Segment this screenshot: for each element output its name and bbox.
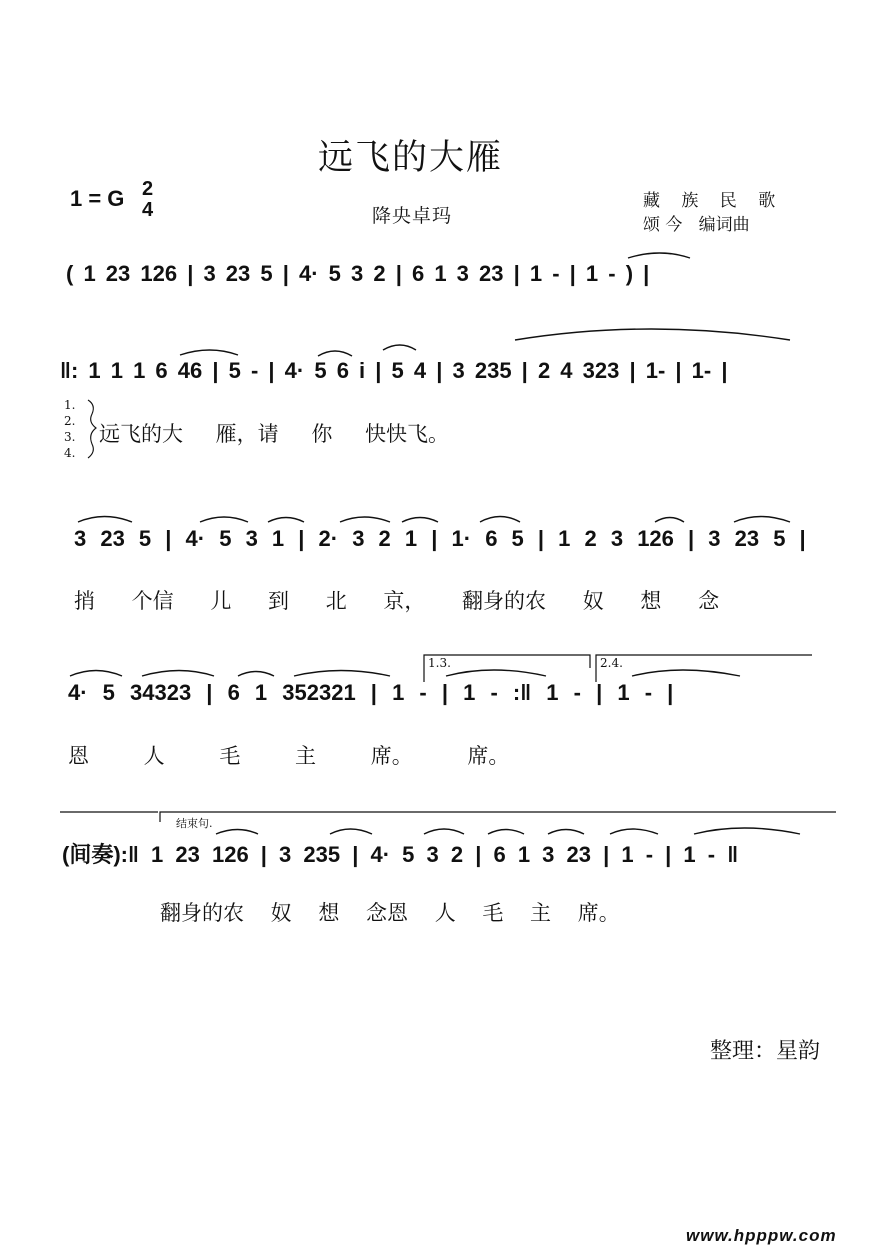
slur xyxy=(610,829,658,834)
slur xyxy=(488,830,524,835)
row-4-notes: 4· 5 34323 | 6 1 352321 | 1 - | 1 - :‖ 1 - | 1 - | xyxy=(68,680,674,705)
ending-bracket xyxy=(160,812,836,822)
arranger-credit: 整理：星韵 xyxy=(710,1038,821,1063)
slur xyxy=(383,345,416,350)
slur xyxy=(70,671,122,677)
slur xyxy=(180,350,238,355)
verse-number-4: 4. xyxy=(64,446,76,460)
slur xyxy=(734,517,790,523)
volta-second-label: 2.4. xyxy=(600,656,623,670)
volta-first-label: 1.3. xyxy=(428,656,451,670)
verse-number-3: 3. xyxy=(64,430,76,444)
slur xyxy=(628,253,690,258)
slur xyxy=(294,671,390,677)
volta-bracket-first xyxy=(424,655,590,682)
slur xyxy=(200,517,248,522)
credit-origin: 藏 族 民 歌 xyxy=(643,191,784,211)
slur xyxy=(238,672,274,677)
slur xyxy=(694,828,800,834)
row-5-notes: (间奏):‖ 1 23 126 | 3 235 | 4· 5 3 2 | 6 1 3 23 | 1 - | 1 - ‖ xyxy=(62,842,739,867)
slur xyxy=(424,829,464,834)
time-signature-top: 2 xyxy=(142,178,154,200)
slur xyxy=(446,670,546,676)
verse-number-2: 2. xyxy=(64,414,76,428)
row-2-notes: ‖: 1 1 1 6 46 | 5 - | 4· 5 6 i | 5 4 | 3 235 | 2 4 323 | 1- | 1- | xyxy=(60,358,728,383)
ending-label: 结束句. xyxy=(176,817,213,830)
slur xyxy=(330,829,372,834)
slur xyxy=(318,351,352,356)
brace xyxy=(88,400,96,458)
verse-brace xyxy=(88,400,96,458)
slurs xyxy=(70,253,800,834)
slur xyxy=(142,671,214,677)
slur xyxy=(480,517,520,523)
row-3-notes: 3 23 5 | 4· 5 3 1 | 2· 3 2 1 | 1· 6 5 | 1 2 3 126 | 3 23 5 | xyxy=(74,526,806,551)
slur xyxy=(402,518,438,523)
time-signature-bottom: 4 xyxy=(142,199,154,221)
slur xyxy=(340,517,390,522)
verse-number-1: 1. xyxy=(64,398,76,412)
volta-bracket-second xyxy=(596,655,812,682)
key-signature: 1 = G xyxy=(70,186,125,211)
slur xyxy=(548,830,584,835)
volta-brackets xyxy=(60,655,836,822)
song-title: 远飞的大雁 xyxy=(318,138,504,178)
slur xyxy=(515,329,790,340)
slur xyxy=(632,670,740,676)
slur xyxy=(78,517,132,523)
slur xyxy=(268,518,304,523)
credit-composer: 颂 今 编词曲 xyxy=(643,215,750,235)
row-1-notes: ( 1 23 126 | 3 23 5 | 4· 5 3 2 | 6 1 3 23 | 1 - | 1 - ) | xyxy=(66,261,650,286)
singer-name: 降央卓玛 xyxy=(372,206,453,227)
lyrics-row-5: 翻身的农 奴 想 念恩 人 毛 主 席。 xyxy=(160,901,620,925)
lyrics-row-2: 远飞的大 雁，请 你 快快飞。 xyxy=(99,422,450,446)
watermark: www.hpppw.com xyxy=(686,1226,837,1245)
slur xyxy=(655,518,684,523)
slur xyxy=(216,830,258,835)
lyrics-row-4: 恩 人 毛 主 席。 席。 xyxy=(68,744,510,768)
lyrics-row-3: 捎 个信 儿 到 北 京， 翻身的农 奴 想 念 xyxy=(74,589,720,613)
